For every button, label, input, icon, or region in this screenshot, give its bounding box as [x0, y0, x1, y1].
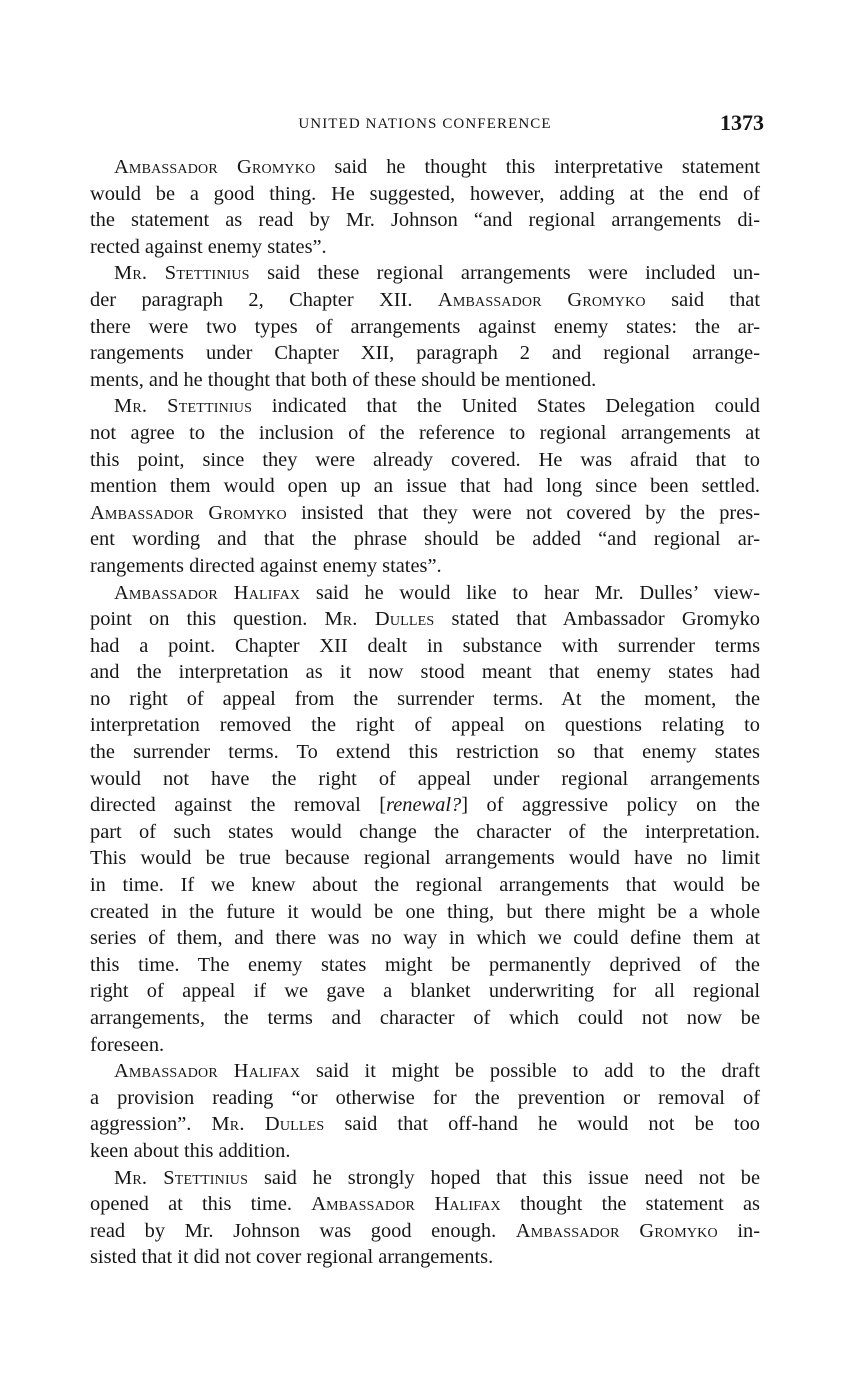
text-run: foreseen.	[90, 1033, 165, 1056]
paragraph	[90, 1165, 760, 1271]
text-line	[90, 1111, 760, 1138]
speaker-name: Mr. Stettinius	[114, 395, 253, 418]
speaker-name: Mr. Dulles	[324, 608, 435, 631]
text-run: insisted that they were not covered by the pres-	[286, 501, 760, 524]
text-run: ent wording and that the phrase should be added “and regional ar-	[90, 528, 760, 551]
paragraph	[90, 154, 760, 260]
text-run: directed against the removal [	[90, 794, 387, 817]
text-run: the statement as read by Mr. Johnson “and regional arrangements di-	[90, 209, 760, 232]
speaker-name: Ambassador Gromyko	[515, 1219, 718, 1242]
text-run: would not have the right of appeal under regional arrangements	[90, 767, 760, 790]
text-run: read by Mr. Johnson was good enough.	[90, 1219, 516, 1242]
text-line	[90, 1138, 760, 1165]
text-line	[90, 686, 760, 713]
text-run: there were two types of arrangements against enemy states: the ar-	[90, 315, 760, 338]
text-line	[90, 952, 760, 979]
document-page	[90, 110, 764, 1271]
text-line	[90, 899, 760, 926]
text-run: point on this question.	[90, 608, 325, 631]
text-line	[90, 978, 760, 1005]
text-line	[90, 1058, 760, 1085]
text-line	[90, 819, 760, 846]
speaker-name: Ambassador Halifax	[114, 1060, 301, 1083]
text-run: in time. If we knew about the regional arrangements that would be	[90, 874, 760, 897]
text-line	[90, 181, 760, 208]
text-run: said he thought this interpretative statement	[315, 156, 760, 178]
text-line	[90, 925, 760, 952]
text-line	[90, 1005, 760, 1032]
speaker-name: Ambassador Gromyko	[437, 288, 646, 311]
text-run: thought the statement as	[500, 1193, 760, 1216]
text-run: der paragraph 2, Chapter XII.	[90, 288, 438, 311]
text-line	[90, 207, 760, 234]
text-run: stated that Ambassador Gromyko	[434, 608, 760, 631]
text-line	[90, 553, 760, 580]
text-run: aggression”.	[90, 1113, 212, 1136]
text-run: part of such states would change the character of the interpretation.	[90, 820, 760, 843]
text-run: in-	[717, 1219, 760, 1242]
speaker-name: Mr. Stettinius	[114, 262, 250, 285]
text-line	[90, 447, 760, 474]
text-line	[90, 606, 760, 633]
text-run: no right of appeal from the surrender terms. At the moment, the	[90, 687, 760, 710]
text-line	[90, 1165, 760, 1192]
page-header	[90, 110, 764, 140]
text-run: opened at this time.	[90, 1193, 312, 1216]
text-run: and the interpretation as it now stood meant that enemy states had	[90, 661, 760, 684]
text-line	[90, 260, 760, 287]
text-run: would be a good thing. He suggested, however, adding at the end of	[90, 182, 760, 205]
text-run: indicated that the United States Delegation could	[252, 395, 761, 418]
paragraph	[90, 580, 760, 1059]
text-run: this point, since they were already covered. He was afraid that to	[90, 448, 760, 471]
text-line	[90, 526, 760, 553]
text-line	[90, 154, 760, 181]
page-number: 1373	[720, 110, 764, 135]
text-line	[90, 314, 760, 341]
text-line	[90, 739, 760, 766]
text-run: had a point. Chapter XII dealt in substance with surrender terms	[90, 634, 760, 657]
text-run: sisted that it did not cover regional arrangements.	[90, 1246, 494, 1269]
text-line	[90, 367, 760, 394]
text-run: rangements directed against enemy states”.	[90, 554, 442, 577]
text-run: This would be true because regional arrangements would have no limit	[90, 847, 760, 870]
text-run: created in the future it would be one thing, but there might be a whole	[90, 900, 760, 923]
text-line	[90, 340, 760, 367]
text-run: the surrender terms. To extend this restriction so that enemy states	[90, 741, 760, 764]
text-run: rangements under Chapter XII, paragraph 2 and regional arrange-	[90, 342, 760, 365]
text-line	[90, 845, 760, 872]
editorial-insertion: renewal?	[386, 794, 462, 817]
text-line	[90, 872, 760, 899]
text-run: arrangements, the terms and character of which could not now be	[90, 1007, 760, 1029]
text-run: said he strongly hoped that this issue need not be	[248, 1166, 760, 1189]
text-line	[90, 712, 760, 739]
speaker-name: Mr. Stettinius	[114, 1166, 249, 1189]
paragraph	[90, 1058, 760, 1164]
text-line	[90, 287, 760, 314]
text-line	[90, 420, 760, 447]
text-run: a provision reading “or otherwise for the prevention or removal of	[90, 1086, 760, 1109]
text-run: mention them would open up an issue that had long since been settled.	[90, 475, 760, 498]
text-run: series of them, and there was no way in which we could define them at	[90, 927, 760, 950]
text-run: ments, and he thought that both of these should be mentioned.	[90, 368, 597, 391]
text-line	[90, 659, 760, 686]
speaker-name: Ambassador Gromyko	[114, 156, 316, 178]
text-line	[90, 1191, 760, 1218]
text-run: not agree to the inclusion of the reference to regional arrangements at	[90, 421, 760, 444]
text-line	[90, 1085, 760, 1112]
text-line	[90, 1032, 760, 1059]
text-run: said he would like to hear Mr. Dulles’ view-	[300, 581, 760, 604]
speaker-name: Ambassador Gromyko	[90, 501, 287, 524]
text-run: rected against enemy states”.	[90, 235, 327, 258]
text-run: interpretation removed the right of appeal on questions relating to	[90, 714, 760, 737]
speaker-name: Ambassador Halifax	[114, 581, 301, 604]
text-line	[90, 500, 760, 527]
running-head: UNITED NATIONS CONFERENCE	[298, 116, 552, 132]
text-line	[90, 580, 760, 607]
text-run: ] of aggressive policy on the	[461, 794, 760, 817]
text-run: said it might be possible to add to the draft	[300, 1060, 760, 1083]
text-run: said that	[645, 288, 761, 311]
paragraph	[90, 260, 760, 393]
text-line	[90, 1218, 760, 1245]
text-line	[90, 234, 760, 261]
text-line	[90, 1244, 760, 1271]
text-run: right of appeal if we gave a blanket underwriting for all regional	[90, 980, 760, 1003]
text-line	[90, 633, 760, 660]
text-run: this time. The enemy states might be permanently deprived of the	[90, 953, 760, 976]
text-line	[90, 393, 760, 420]
speaker-name: Ambassador Halifax	[311, 1193, 501, 1216]
text-run: said these regional arrangements were included un-	[249, 262, 760, 285]
body-text	[90, 154, 760, 1271]
text-line	[90, 473, 760, 500]
text-line	[90, 792, 760, 819]
paragraph	[90, 393, 760, 579]
text-line	[90, 766, 760, 793]
speaker-name: Mr. Dulles	[211, 1113, 325, 1136]
text-run: said that off-hand he would not be too	[324, 1113, 760, 1136]
text-run: keen about this addition.	[90, 1139, 291, 1162]
